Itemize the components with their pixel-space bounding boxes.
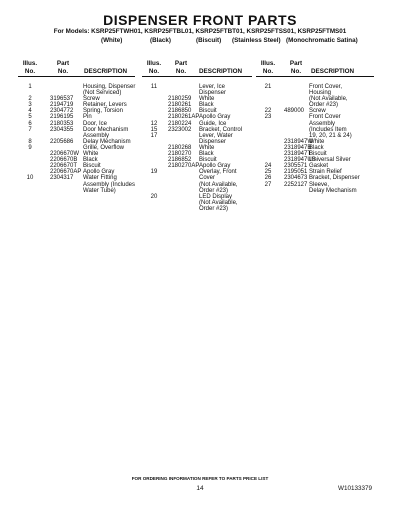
illus-header: Illus. No.: [22, 60, 38, 75]
part-description: Housing, Dispenser: [83, 84, 136, 90]
illus-number: 24: [264, 163, 272, 170]
illus-number: 5: [28, 114, 32, 121]
part-number: 2252127: [284, 181, 308, 188]
part-description: Black: [83, 157, 98, 164]
part-description: Front Cover: [309, 114, 341, 121]
color-black: (Black): [150, 37, 171, 44]
parts-column-3: [0, 84, 390, 194]
illus-number: 12: [150, 120, 158, 127]
part-description: Retainer, Levers: [83, 102, 127, 109]
illus-number: 23: [264, 114, 272, 121]
part-number: 2206670W: [50, 151, 80, 158]
part-description: Lever, Water: [199, 132, 233, 139]
part-number: 2205686: [50, 138, 74, 145]
part-number: 2180270AP: [168, 163, 200, 170]
part-description: Guide, Ice: [199, 120, 227, 127]
part-description: Pin: [83, 114, 92, 121]
part-description: Assembly (Includes: [83, 181, 136, 188]
part-number: 2180261: [168, 102, 192, 109]
illus-number: 3: [28, 102, 32, 109]
part-number: 2180268: [168, 144, 192, 151]
part-number: 2180224: [168, 120, 192, 127]
color-biscuit: (Biscuit): [196, 37, 222, 44]
part-row: [0, 188, 390, 194]
part-description: Overlay, Front: [199, 169, 237, 176]
part-description: Gasket: [309, 163, 329, 170]
illus-number: 21: [264, 84, 272, 90]
part-number: 2195051: [284, 169, 308, 176]
illus-number: 15: [150, 126, 158, 133]
part-number: 3196537: [50, 96, 74, 103]
part-header: Part No.: [174, 60, 188, 75]
page-title: DISPENSER FRONT PARTS: [103, 12, 297, 28]
part-description: Apollo Gray: [199, 114, 231, 121]
part-description: Apollo Gray: [199, 163, 231, 170]
part-number: 2180270: [168, 151, 192, 158]
part-description: Water Tube): [83, 187, 116, 194]
part-row: [0, 206, 260, 212]
part-description: White: [83, 151, 99, 158]
model-list: For Models: KSRP25FTWH01, KSRP25FTBL01, KSRP25FTBT01, KSRP25FTSS01, KSRP25FTMS01: [53, 28, 347, 35]
part-description: (Includes Item: [309, 126, 347, 133]
part-description: Black: [199, 151, 214, 158]
description-header: DESCRIPTION: [311, 67, 355, 75]
illus-number: 7: [28, 126, 32, 133]
description-header: DESCRIPTION: [84, 67, 128, 75]
part-description: Assembly: [309, 120, 336, 127]
part-description: Biscuit: [309, 151, 327, 158]
part-description: Housing: [309, 90, 332, 97]
part-description: Black: [199, 102, 214, 109]
part-description: White: [309, 138, 325, 145]
part-number: 2180353: [50, 120, 74, 127]
illus-number: 27: [264, 181, 272, 188]
part-number: 2304673: [284, 175, 308, 182]
header-rule-2: [142, 76, 252, 77]
part-number: 2304772: [50, 108, 74, 115]
part-description: Cover: [199, 175, 216, 182]
ordering-note: FOR ORDERING INFORMATION REFER TO PARTS PRICE LIST: [131, 476, 269, 481]
part-description: Sleeve,: [309, 181, 330, 188]
part-description: Universal Silver: [309, 157, 351, 164]
part-number: 2194719: [50, 102, 74, 109]
part-number: 2305571: [284, 163, 308, 170]
part-description: Biscuit: [199, 157, 217, 164]
description-header: DESCRIPTION: [199, 67, 243, 75]
illus-number: 26: [264, 175, 272, 182]
illus-number: 20: [150, 193, 158, 200]
part-description: Delay Mechanism: [83, 138, 131, 145]
part-number: 2206670B: [50, 157, 78, 164]
part-description: Spring, Torsion: [83, 108, 123, 115]
part-description: Order #23): [309, 102, 339, 109]
part-number: 2304355: [50, 126, 74, 133]
part-description: Front Cover,: [309, 84, 343, 90]
illus-number: 10: [26, 175, 34, 182]
part-description: Delay Mechanism: [309, 187, 357, 194]
part-number: 2318947T: [284, 151, 312, 158]
part-header: Part No.: [289, 60, 303, 75]
illus-number: 17: [150, 132, 158, 139]
header-rule-1: [18, 76, 135, 77]
part-description: Order #23): [199, 187, 229, 194]
part-number: 2196195: [50, 114, 74, 121]
part-description: (Not Available,: [199, 199, 238, 206]
part-description: Door Mechanism: [83, 126, 129, 133]
illus-number: 6: [28, 120, 32, 127]
part-header: Part No.: [56, 60, 70, 75]
part-description: Biscuit: [199, 108, 217, 115]
part-description: White: [199, 96, 215, 103]
part-description: LED Display: [199, 193, 233, 200]
illus-number: 25: [264, 169, 272, 176]
part-description: Black: [309, 144, 324, 151]
part-number: 2318947B: [284, 144, 312, 151]
illus-number: 11: [150, 84, 158, 90]
part-description: Lever, Ice: [199, 84, 226, 90]
part-number: 2186852: [168, 157, 192, 164]
part-description: Strain Relief: [309, 169, 342, 176]
illus-number: 4: [28, 108, 32, 115]
part-number: 489000: [284, 108, 305, 115]
color-white: (White): [101, 37, 123, 44]
color-monochromatic: (Monochromatic Satina): [286, 37, 358, 44]
part-description: Water Fitting: [83, 175, 117, 182]
part-number: 2180261AP: [168, 114, 200, 121]
part-number: 2206670AP: [50, 169, 82, 176]
part-description: White: [199, 144, 215, 151]
part-description: Bracket, Control: [199, 126, 243, 133]
part-number: 2318947US: [284, 157, 316, 164]
header-rule-3: [256, 76, 374, 77]
illus-header: Illus. No.: [260, 60, 276, 75]
part-description: Dispenser: [199, 138, 227, 145]
color-stainless: (Stainless Steel): [232, 37, 281, 44]
part-number: 2186850: [168, 108, 192, 115]
illus-number: 22: [264, 108, 272, 115]
document-number: W10133379: [338, 485, 372, 492]
part-description: Assembly: [83, 132, 110, 139]
part-number: 2323002: [168, 126, 192, 133]
illus-header: Illus. No.: [146, 60, 162, 75]
part-description: (Not Available,: [199, 181, 238, 188]
part-number: 2304317: [50, 175, 74, 182]
illus-number: 9: [28, 144, 32, 151]
part-description: Grille, Overflow: [83, 144, 125, 151]
part-description: 19, 20, 21 & 24): [309, 132, 352, 139]
part-number: 2180259: [168, 96, 192, 103]
part-description: Dispenser: [199, 90, 227, 97]
part-description: Bracket, Dispenser: [309, 175, 360, 182]
page-number: 14: [196, 485, 204, 492]
part-description: Door, Ice: [83, 120, 108, 127]
part-description: (Not Serviced): [83, 90, 122, 97]
part-description: (Not Available,: [309, 96, 348, 103]
illus-number: 19: [150, 169, 158, 176]
part-description: Screw: [83, 96, 100, 103]
part-description: Screw: [309, 108, 326, 115]
part-number: 2206670T: [50, 163, 78, 170]
part-description: Biscuit: [83, 163, 101, 170]
part-number: 2318947W: [284, 138, 314, 145]
illus-number: 2: [28, 96, 32, 103]
part-description: Apollo Gray: [83, 169, 115, 176]
illus-number: 1: [28, 84, 32, 90]
illus-number: 8: [28, 138, 32, 145]
part-description: Order #23): [199, 205, 229, 212]
